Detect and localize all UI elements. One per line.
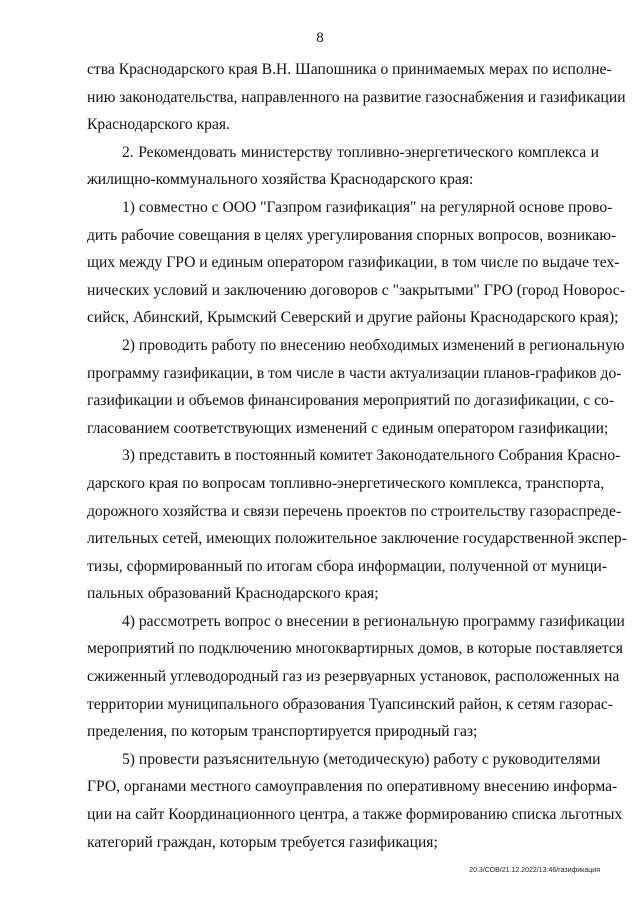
text-line: категорий граждан, которым требуется газификация; [87, 833, 438, 851]
page-number: 8 [316, 30, 324, 46]
text-line: Краснодарского края. [87, 116, 230, 134]
text-line: нических условий и заключению договоров с "закрытыми" ГРО (город Новорос- [87, 281, 625, 299]
text-line: ства Краснодарского края В.Н. Шапошника о принимаемых мерах по исполне- [87, 61, 612, 78]
text-line: дорожного хозяйства и связи перечень проектов по строительству газораспреде- [87, 502, 622, 520]
text-line: пределения, по которым транспортируется природный газ; [87, 723, 478, 741]
text-line: тизы, сформированный по итогам сбора информации, полученной от муници- [87, 557, 608, 575]
text-line: 4) рассмотреть вопрос о внесении в региональную программу газификации [122, 612, 625, 630]
text-line: газификации и объемов финансирования мероприятий по догазификации, с со- [87, 392, 615, 410]
text-line: сийск, Абинский, Крымский Северский и другие районы Краснодарского края); [87, 309, 619, 327]
text-line: 5) провести разъяснительную (методическую) работу с руководителями [122, 750, 601, 768]
text-line: ГРО, органами местного самоуправления по оперативному внесению информа- [87, 778, 618, 796]
text-line: 2) проводить работу по внесению необходимых изменений в региональную [122, 336, 625, 354]
text-line: пальных образований Краснодарского края; [87, 585, 379, 603]
document-footer-code: 20.3/СОВ/21.12.2022/13:46/газификация [469, 867, 600, 874]
text-line: дарского края по вопросам топливно-энергетического комплекса, транспорта, [87, 474, 605, 492]
text-line: щих между ГРО и единым оператором газификации, в том числе по выдаче тех- [87, 254, 620, 272]
text-line: ции на сайт Координационного центра, а также формированию списка льготных [87, 806, 623, 824]
text-line: 1) совместно с ООО "Газпром газификация" на регулярной основе прово- [122, 198, 613, 216]
text-line: жилищно-коммунального хозяйства Краснодарского края: [87, 171, 474, 189]
document-body [87, 56, 627, 856]
text-line: сжиженный углеводородный газ из резервуарных установок, расположенных на [87, 668, 620, 686]
text-line: программу газификации, в том числе в части актуализации планов-графиков до- [87, 364, 622, 382]
text-line: 3) представить в постоянный комитет Законодательного Собрания Красно- [122, 447, 621, 465]
text-line: 2. Рекомендовать министерству топливно-энергетического комплекса и [122, 143, 599, 161]
text-line: нию законодательства, направленного на развитие газоснабжения и газификации [87, 88, 626, 106]
text-line: мероприятий по подключению многоквартирных домов, в которые поставляется [87, 640, 623, 658]
text-line: дить рабочие совещания в целях урегулирования спорных вопросов, возникаю- [87, 226, 617, 244]
text-line: гласованием соответствующих изменений с единым оператором газификации; [87, 419, 609, 437]
text-line: территории муниципального образования Туапсинский район, к сетям газорас- [87, 695, 613, 713]
text-line: лительных сетей, имеющих положительное заключение государственной экспер- [87, 530, 627, 548]
